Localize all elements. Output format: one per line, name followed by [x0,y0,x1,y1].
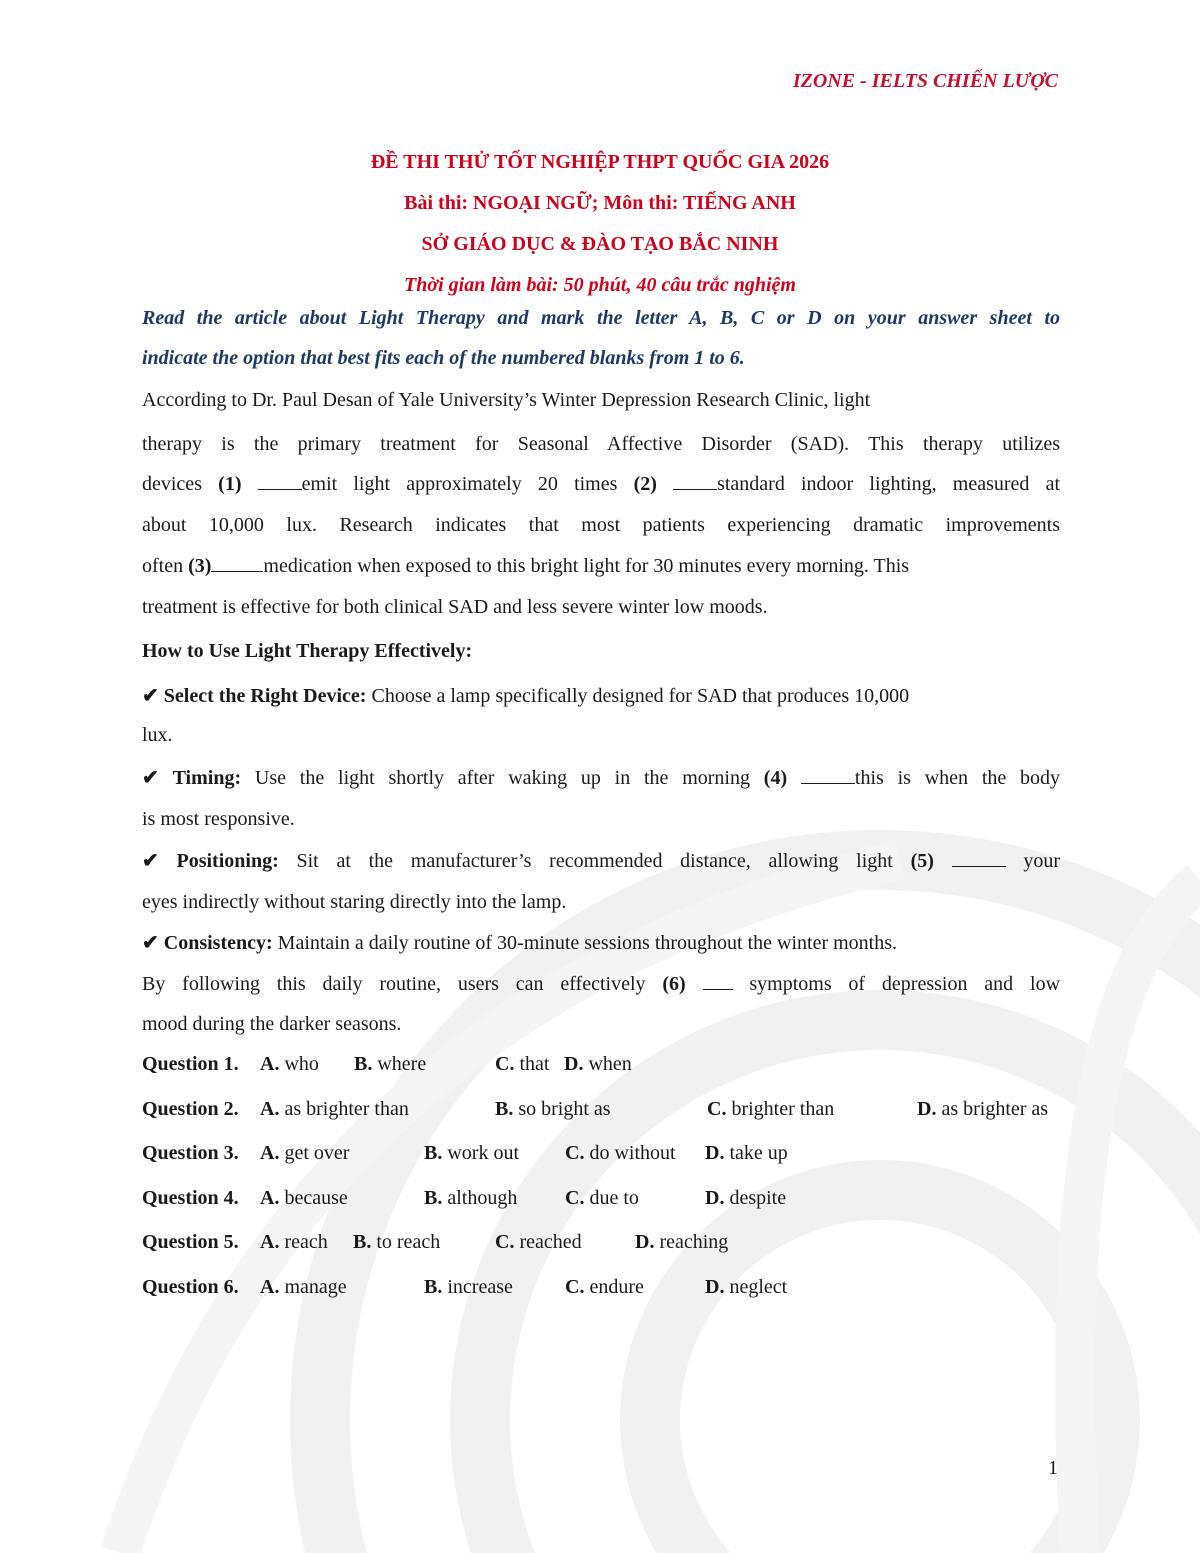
tip-text: Sit at the manufacturer’s recommended distance, allowing light [296,850,893,872]
tip-text: lux. [142,724,173,746]
blank-number: (1) [218,473,242,495]
passage-line: therapy is the primary treatment for Seasonal Affective Disorder (SAD). This therapy utilizes [142,433,1060,455]
passage-line: treatment is effective for both clinical SAD and less severe winter low moods. [142,596,768,618]
question-label: Question 5. [142,1231,239,1253]
tip-text: is most responsive. [142,808,295,830]
passage-line: about 10,000 lux. Research indicates that most patients experiencing dramatic improvements [142,514,1060,536]
answer-blank [258,473,302,490]
answer-blank [673,473,717,490]
option-d: D. despite [705,1187,787,1209]
blank-number: (4) [763,767,788,789]
option-b: B. to reach [353,1231,441,1253]
option-c: C. that [495,1053,550,1075]
question-label: Question 4. [142,1187,239,1209]
option-a: A. as brighter than [260,1098,409,1120]
blank-number: (5) [910,850,934,872]
blank-number: (3) [188,555,212,577]
passage-text: symptoms of depression and low [749,973,1061,995]
answer-blank [801,767,855,784]
tip-label: Positioning: [176,850,279,872]
question-label: Question 6. [142,1276,239,1298]
passage-line: mood during the darker seasons. [142,1013,402,1035]
answer-blank [703,973,733,990]
blank-number: (6) [662,973,686,995]
option-d: D. reaching [635,1231,729,1253]
tips-heading: How to Use Light Therapy Effectively: [142,640,473,662]
option-c: C. brighter than [707,1098,835,1120]
answer-blank [211,555,263,572]
option-d: D. neglect [705,1276,788,1298]
option-a: A. who [260,1053,319,1075]
option-c: C. due to [565,1187,639,1209]
question-label: Question 2. [142,1098,239,1120]
passage-text: often [142,555,184,577]
option-a: A. reach [260,1231,328,1253]
passage-text: devices [142,473,202,495]
option-b: B. work out [424,1142,520,1164]
question-label: Question 3. [142,1142,239,1164]
brand-header: IZONE - IELTS CHIẾN LƯỢC [792,70,1058,92]
passage-text: medication when exposed to this bright light for 30 minutes every morning. This [263,555,910,577]
tip-label: Timing: [172,767,242,789]
exam-subject: Bài thi: NGOẠI NGỮ; Môn thi: TIẾNG ANH [404,192,796,214]
instruction-line-2: indicate the option that best fits each of the numbered blanks from 1 to 6. [142,347,745,369]
tip-text: Maintain a daily routine of 30-minute sessions throughout the winter months. [277,932,898,954]
passage-line: According to Dr. Paul Desan of Yale University’s Winter Depression Research Clinic, light [142,389,871,411]
tip-item [142,684,1060,708]
passage-text: By following this daily routine, users can effectively [142,973,646,995]
exam-duration: Thời gian làm bài: 50 phút, 40 câu trắc nghiệm [404,274,796,296]
tip-text: this is when the body [854,767,1061,789]
checkmark-icon: ✔ [142,932,159,954]
option-d: D. as brighter as [917,1098,1049,1120]
answer-blank [952,850,1006,867]
tip-item [142,931,1060,955]
option-c: C. endure [565,1276,644,1298]
option-a: A. manage [260,1276,347,1298]
option-b: B. increase [424,1276,513,1298]
tip-item [142,849,1060,873]
checkmark-icon: ✔ [142,850,159,872]
tip-text: Choose a lamp specifically designed for SAD that produces 10,000 [371,685,910,707]
passage-line [142,554,1060,578]
question-label: Question 1. [142,1053,239,1075]
instruction-line-1: Read the article about Light Therapy and mark the letter A, B, C or D on your answer sheet to [142,307,1060,329]
exam-title-block [0,142,1200,306]
option-d: D. when [564,1053,632,1075]
option-a: A. get over [260,1142,350,1164]
option-c: C. reached [495,1231,582,1253]
exam-title: ĐỀ THI THỬ TỐT NGHIỆP THPT QUỐC GIA 2026 [370,151,830,173]
exam-department: SỞ GIÁO DỤC & ĐÀO TẠO BẮC NINH [421,233,779,255]
tip-item [142,766,1060,790]
option-c: C. do without [565,1142,676,1164]
checkmark-icon: ✔ [142,767,159,789]
tip-label: Select the Right Device: [163,685,367,707]
passage-line [142,972,1060,996]
option-b: B. although [424,1187,518,1209]
tip-text: your [1023,850,1061,872]
option-b: B. where [354,1053,427,1075]
tip-text: eyes indirectly without staring directly into the lamp. [142,891,567,913]
option-a: A. because [260,1187,348,1209]
option-d: D. take up [705,1142,788,1164]
checkmark-icon: ✔ [142,685,159,707]
option-b: B. so bright as [495,1098,611,1120]
page-number: 1 [1048,1457,1058,1479]
blank-number: (2) [633,473,657,495]
passage-text: emit light approximately 20 times [301,473,618,495]
passage-text: standard indoor lighting, measured at [717,473,1061,495]
passage-line [142,472,1060,496]
tip-text: Use the light shortly after waking up in the morning [254,767,750,789]
tip-label: Consistency: [163,932,273,954]
